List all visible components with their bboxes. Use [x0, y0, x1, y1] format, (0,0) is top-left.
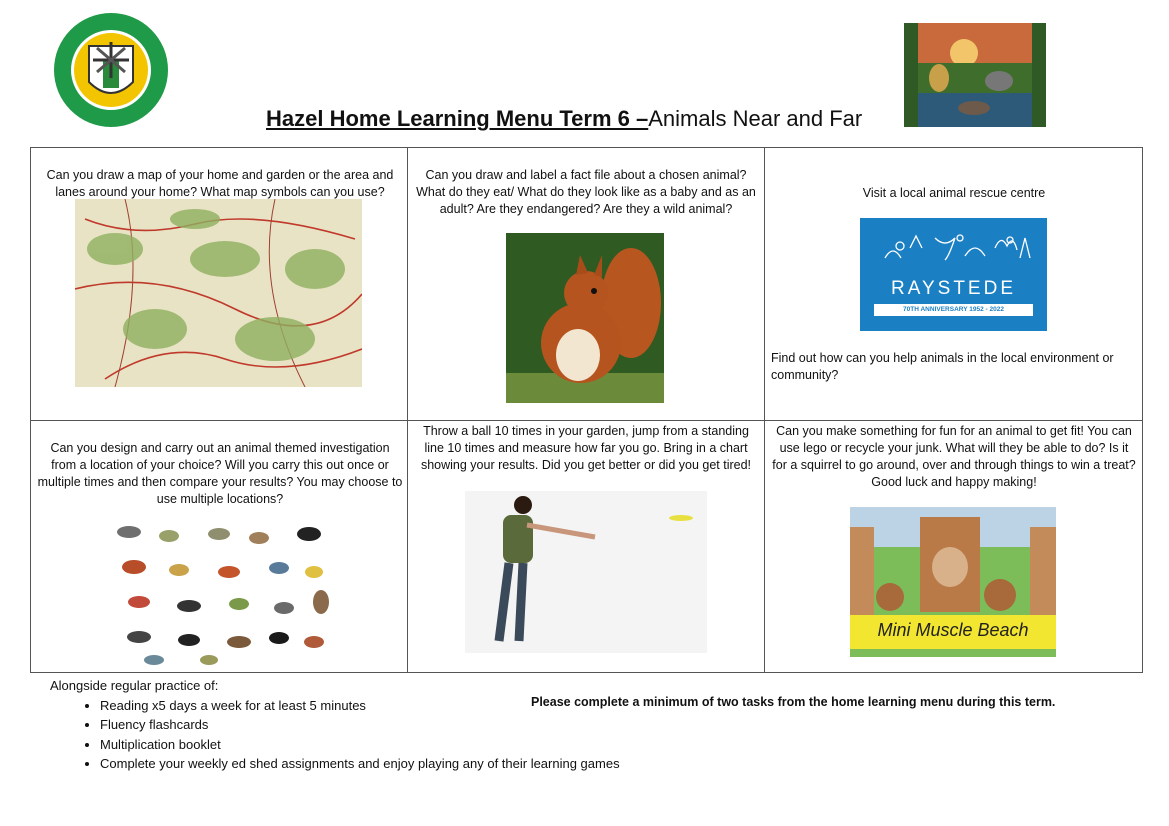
squirrel-image	[506, 233, 664, 403]
jungle-animals-image	[904, 23, 1046, 127]
page-title	[266, 106, 862, 132]
list-item: • Reading x5 days a week for at least 5 minutes	[100, 696, 620, 716]
title-bold: Hazel Home Learning Menu Term 6 –	[266, 106, 649, 131]
list-item: • Fluency flashcards	[100, 715, 620, 735]
title-topic: Animals Near and Far	[648, 106, 863, 131]
task-map-text: Can you draw a map of your home and garden or the area and lanes around your home? What map symbols can you use?	[46, 168, 394, 199]
task-make-something-text: Can you make something for fun for an animal to get fit! You can use lego or recycle your junk. What will they be able to do? Is it for a squirrel to go around, over and through things to win a treat? Good luck and happy making!	[772, 424, 1136, 489]
list-item: • Complete your weekly ed shed assignments and enjoy playing any of their learning games	[100, 754, 620, 774]
frisbee-throw-image	[465, 491, 707, 653]
map-image	[75, 199, 362, 387]
muscle-beach-image	[850, 507, 1056, 657]
birds-image	[109, 522, 331, 666]
image-caption: Mini Muscle Beach	[877, 620, 1029, 640]
task-fact-file-text: Can you draw and label a fact file about a chosen animal? What do they eat/ What do they look like as a baby and as an adult? Are they endangered? Are they a wild animal?	[416, 168, 756, 216]
animal-silhouettes-icon	[860, 218, 1047, 273]
regular-practice	[50, 676, 620, 774]
completion-note: Please complete a minimum of two tasks from the home learning menu during this term.	[531, 695, 1056, 709]
school-logo	[53, 12, 169, 128]
raystede-name: RAYSTEDE	[890, 278, 1016, 299]
raystede-anniversary: 70TH ANNIVERSARY 1952 - 2022	[874, 304, 1033, 316]
task-rescue-text: Visit a local animal rescue centre	[862, 186, 1046, 200]
task-help-animals-text: Find out how can you help animals in the local environment or community?	[771, 351, 1114, 382]
grid-divider	[764, 148, 765, 672]
grid-divider	[407, 148, 408, 672]
task-grid	[30, 147, 1143, 673]
practice-intro: Alongside regular practice of:	[50, 678, 219, 693]
raystede-logo	[860, 218, 1047, 331]
task-throw-jump-text: Throw a ball 10 times in your garden, jump from a standing line 10 times and measure how far you go. Bring in a chart showing your results. Did you get better or did you get tired!	[420, 424, 752, 472]
grid-divider	[31, 420, 1142, 421]
task-investigation-text: Can you design and carry out an animal themed investigation from a location of your choice? Will you carry this out once or multiple times and then compare your results? You may choose to use multiple locations?	[37, 441, 403, 506]
list-item: • Multiplication booklet	[100, 735, 620, 755]
